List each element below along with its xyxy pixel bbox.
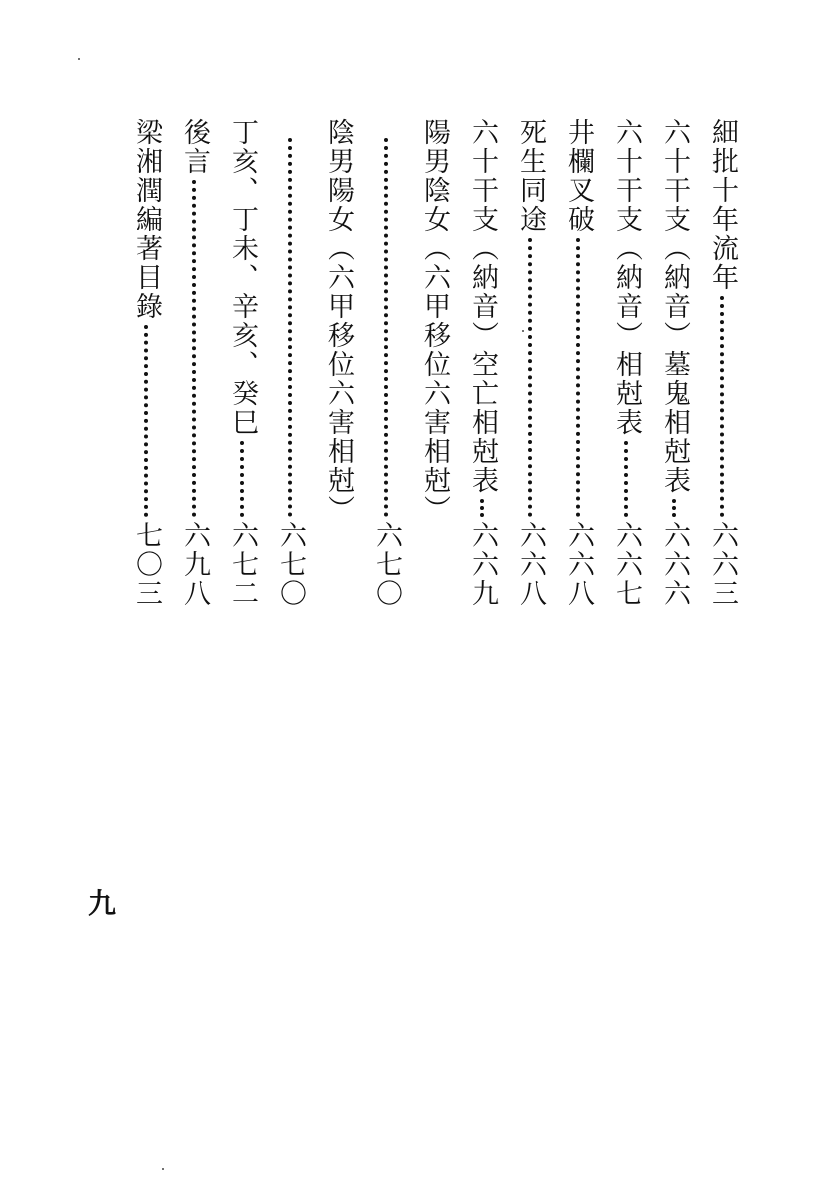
toc-entry[interactable]: [563, 118, 593, 608]
toc-entry-page: 六九八: [179, 521, 210, 608]
dot-leader: [480, 499, 484, 517]
toc-entry[interactable]: [515, 118, 545, 608]
toc-entry-title: 六十干支（納音）相尅表: [611, 118, 642, 437]
toc-entry-page: 六七〇: [275, 521, 306, 608]
dot-leader: [624, 441, 628, 517]
toc-entry[interactable]: [131, 118, 161, 608]
toc-entry-title: 梁湘潤編著目錄: [131, 118, 162, 321]
print-speck: [78, 58, 80, 60]
toc-entry-title: 六十干支（納音）墓鬼相尅表: [659, 118, 690, 495]
toc-entry-continuation[interactable]: [371, 118, 401, 608]
dot-leader: [288, 138, 292, 517]
toc-entry-page: 七〇三: [131, 521, 162, 608]
toc-entry-title: 井欄叉破: [563, 118, 594, 234]
dot-leader: [720, 296, 724, 517]
toc-entry[interactable]: [467, 118, 497, 608]
toc-entry-page: 六七〇: [371, 521, 402, 608]
toc-entry-title: 後言: [179, 118, 210, 176]
toc-entry-page: 六六六: [659, 521, 690, 608]
toc-entry-title: 六十干支（納音）空亡相尅表: [467, 118, 498, 495]
toc-entry[interactable]: [323, 118, 353, 608]
dot-leader: [144, 325, 148, 517]
toc-entry-continuation[interactable]: [275, 118, 305, 608]
toc-entry[interactable]: [419, 118, 449, 608]
toc-entry-page: 六六九: [467, 521, 498, 608]
dot-leader: [384, 138, 388, 517]
toc-entry[interactable]: [611, 118, 641, 608]
toc-entry-page: 六六七: [611, 521, 642, 608]
toc-entry-title: 丁亥、丁未、辛亥、癸巳: [227, 118, 258, 437]
toc-entry-page: 六六八: [515, 521, 546, 608]
toc-entry-title: 陰男陽女（六甲移位六害相尅）: [323, 118, 354, 524]
dot-leader: [672, 499, 676, 517]
toc-entry-title: 死生同途: [515, 118, 546, 234]
toc-entry-title: 細批十年流年: [707, 118, 738, 292]
toc-entry[interactable]: [179, 118, 209, 608]
toc-entry-page: 六七二: [227, 521, 258, 608]
dot-leader: [576, 238, 580, 517]
toc-entry-title: 陽男陰女（六甲移位六害相尅）: [419, 118, 450, 524]
page-number: 九: [88, 887, 117, 920]
toc-entry-page: 六六三: [707, 521, 738, 608]
dot-leader: [192, 180, 196, 517]
dot-leader: [240, 441, 244, 517]
table-of-contents: [131, 118, 737, 608]
toc-entry-page: 六六八: [563, 521, 594, 608]
print-speck: [522, 330, 524, 332]
dot-leader: [528, 238, 532, 517]
print-speck: [162, 1168, 164, 1170]
toc-entry[interactable]: [659, 118, 689, 608]
toc-entry[interactable]: [707, 118, 737, 608]
toc-entry[interactable]: [227, 118, 257, 608]
